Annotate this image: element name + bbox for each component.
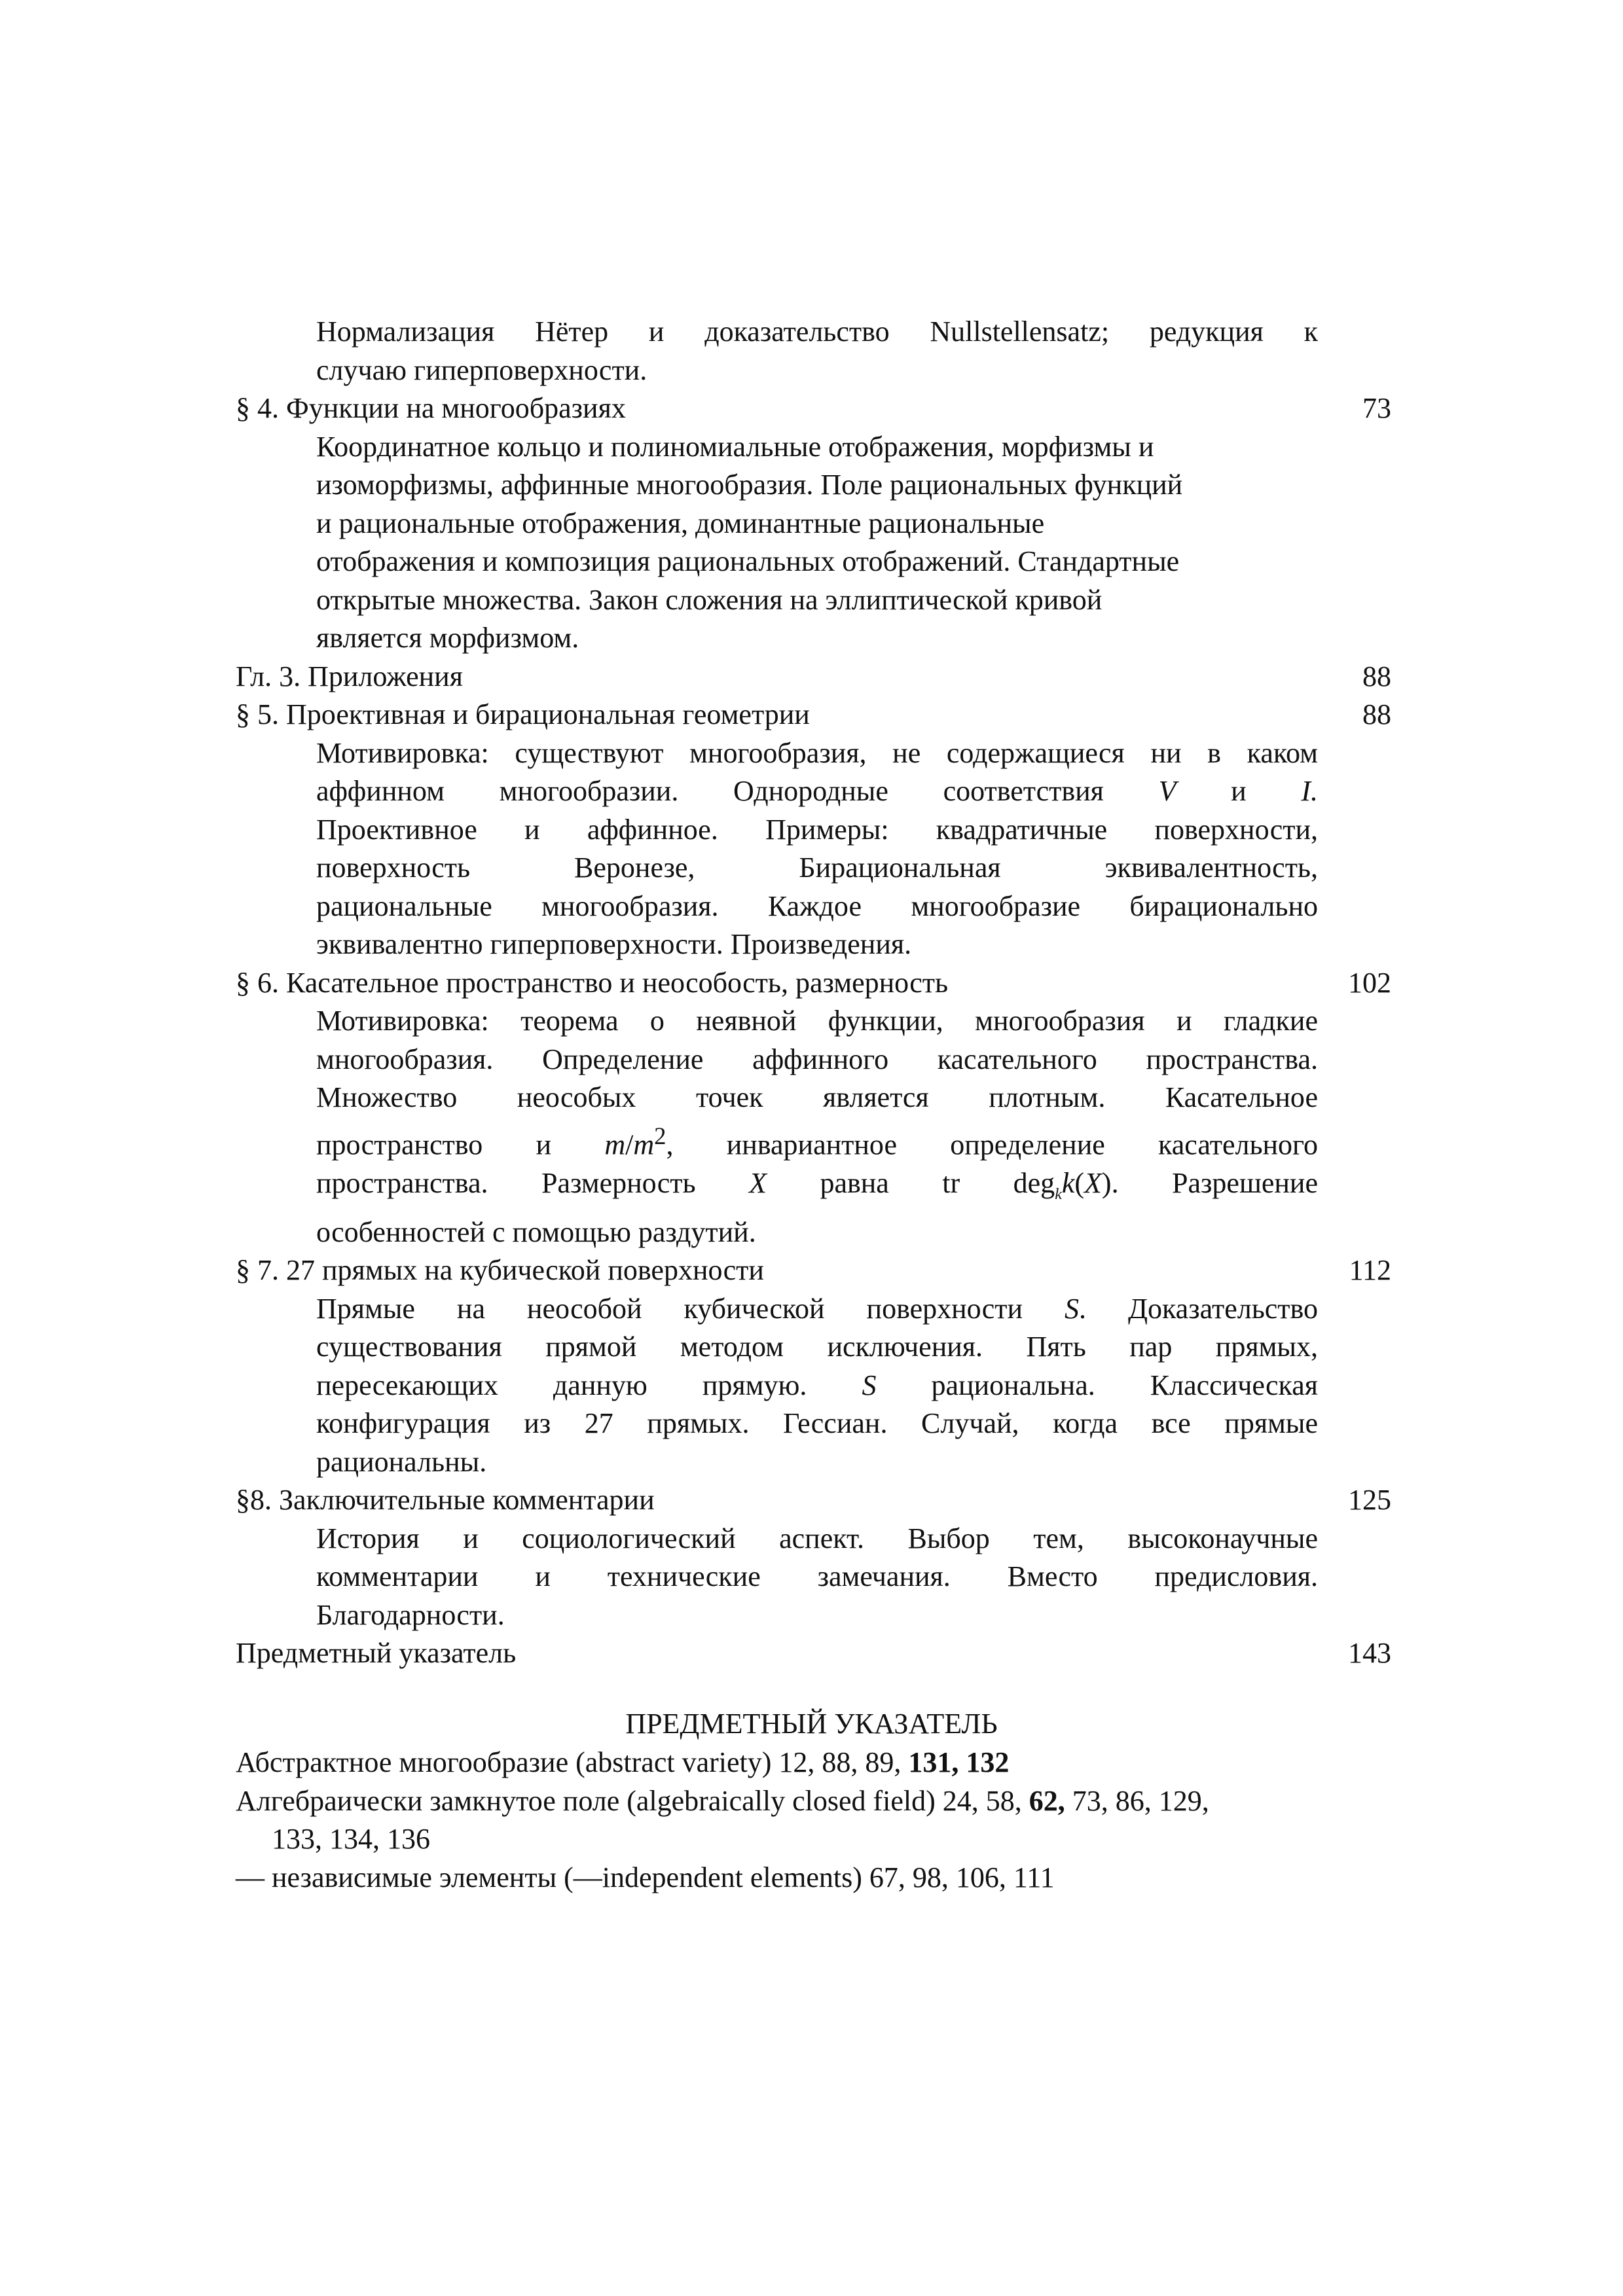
toc-entry-chapter-3[interactable] [236, 658, 1391, 696]
section-5-description [316, 734, 1318, 964]
desc-line: и рациональные отображения, доминантные рациональные [316, 507, 1045, 539]
math-var-i: I. [1301, 775, 1318, 807]
index-entry-text: 73, 86, 129, [1072, 1784, 1209, 1817]
toc-entry-section-7[interactable] [236, 1251, 1391, 1290]
desc-line: Мотивировка: существуют многообразия, не содержащиеся ни в каком [316, 736, 1318, 769]
toc-entry-title: Гл. 3. Приложения [236, 660, 463, 692]
index-entry [236, 1859, 1391, 1897]
desc-line: случаю гиперповерхности. [316, 353, 647, 386]
desc-line: Нормализация Нётер и доказательство Nullstellensatz; редукция к [316, 315, 1318, 348]
index-entry-text: Алгебраически замкнутое поле (algebraically closed field) 24, 58, [236, 1784, 1022, 1817]
toc-entry-page: 102 [1348, 966, 1391, 999]
desc-line: История и социологический аспект. Выбор тем, высоконаучные [316, 1522, 1318, 1554]
desc-text: аффинном многообразии. Однородные соответствия [316, 775, 1104, 807]
index-entry-bold-pages: 131, 132 [908, 1746, 1010, 1778]
desc-line: многообразия. Определение аффинного касательного пространства. [316, 1043, 1318, 1075]
desc-line [316, 1290, 1318, 1329]
toc-entry-page: 143 [1348, 1637, 1391, 1670]
table-of-contents [236, 313, 1391, 1673]
math-var-s: S [862, 1369, 877, 1401]
desc-line: существования прямой методом исключения. Пять пар прямых, [316, 1331, 1318, 1363]
toc-entry-page: 88 [1362, 660, 1391, 692]
math-slash: / [625, 1128, 634, 1161]
desc-line: отображения и композиция рациональных отображений. Стандартные [316, 545, 1180, 577]
index-entry-text: — независимые элементы (—independent elements) 67, 98, 106, 111 [236, 1861, 1055, 1893]
subject-index [236, 1744, 1391, 1897]
desc-text: равна tr deg [820, 1166, 1055, 1199]
toc-entry-page: 112 [1349, 1254, 1391, 1287]
section-8-description [316, 1520, 1318, 1635]
desc-line: Координатное кольцо и полиномиальные отображения, морфизмы и [316, 430, 1154, 463]
index-heading: ПРЕДМЕТНЫЙ УКАЗАТЕЛЬ [625, 1708, 998, 1740]
desc-line: является морфизмом. [316, 622, 579, 654]
index-entry [236, 1744, 1391, 1782]
desc-text: . Доказательство [1079, 1292, 1318, 1325]
desc-line: Благодарности. [316, 1598, 505, 1631]
section-4-description [316, 428, 1318, 658]
desc-text: Прямые на неособой кубической поверхности [316, 1292, 1023, 1325]
index-entry [236, 1782, 1391, 1859]
desc-line [316, 1367, 1318, 1405]
toc-entry-section-6[interactable] [236, 964, 1391, 1003]
desc-text: пространства. Размерность [316, 1166, 696, 1199]
desc-line: рациональны. [316, 1445, 487, 1478]
index-entry-text: Абстрактное многообразие (abstract variety) 12, 88, 89, [236, 1746, 902, 1778]
math-paren: ( [1074, 1166, 1085, 1199]
math-var-k: k [1061, 1166, 1075, 1199]
desc-text: , инвариантное определение касательного [666, 1128, 1319, 1161]
desc-line [316, 1164, 1318, 1213]
math-var-x: X [749, 1166, 767, 1199]
desc-line: Множество неособых точек является плотным. Касательное [316, 1081, 1318, 1113]
toc-entry-title: §8. Заключительные комментарии [236, 1484, 655, 1516]
section-7-description [316, 1290, 1318, 1482]
desc-line: изоморфизмы, аффинные многообразия. Поле рациональных функций [316, 469, 1183, 501]
desc-line: Проективное и аффинное. Примеры: квадратичные поверхности, [316, 813, 1318, 846]
toc-entry-title: § 7. 27 прямых на кубической поверхности [236, 1254, 764, 1287]
math-var-x: X [1084, 1166, 1102, 1199]
toc-entry-section-8[interactable] [236, 1481, 1391, 1520]
toc-entry-subject-index[interactable] [236, 1634, 1391, 1673]
toc-entry-section-4[interactable] [236, 389, 1391, 428]
toc-entry-title: § 5. Проективная и бирациональная геометрии [236, 698, 810, 730]
desc-line: особенностей с помощью раздутий. [316, 1215, 756, 1248]
math-var-m: m [604, 1128, 626, 1161]
toc-entry-page: 125 [1348, 1484, 1391, 1516]
desc-text: пересекающих данную прямую. [316, 1369, 807, 1401]
section-3-description-continued [316, 313, 1318, 389]
desc-line: конфигурация из 27 прямых. Гессиан. Случай, когда все прямые [316, 1407, 1318, 1440]
desc-line [316, 1117, 1318, 1164]
desc-text: и [1231, 775, 1247, 807]
toc-entry-page: 88 [1362, 698, 1391, 730]
toc-entry-title: § 4. Функции на многообразиях [236, 392, 626, 424]
desc-line [316, 772, 1318, 811]
toc-entry-title: Предметный указатель [236, 1637, 517, 1670]
math-var-v: V [1158, 775, 1176, 807]
desc-text: пространство и [316, 1128, 552, 1161]
math-var-m: m [633, 1128, 655, 1161]
math-var-s: S [1065, 1292, 1080, 1325]
toc-entry-page: 73 [1362, 392, 1391, 424]
math-superscript: 2 [654, 1122, 666, 1149]
desc-line: эквивалентно гиперповерхности. Произведения. [316, 928, 912, 960]
math-subscript: k [1055, 1185, 1062, 1203]
desc-text: ). Разрешение [1101, 1166, 1318, 1199]
section-6-description [316, 1002, 1318, 1251]
desc-line: открытые множества. Закон сложения на эллиптической кривой [316, 583, 1103, 616]
desc-line: Мотивировка: теорема о неявной функции, многообразия и гладкие [316, 1005, 1318, 1037]
desc-text: рациональна. Классическая [931, 1369, 1318, 1401]
index-entry-bold-pages: 62, [1029, 1784, 1065, 1817]
toc-entry-section-5[interactable] [236, 696, 1391, 734]
index-entry-text: 133, 134, 136 [272, 1823, 430, 1855]
toc-entry-title: § 6. Касательное пространство и неособость, размерность [236, 966, 949, 999]
desc-line: комментарии и технические замечания. Вместо предисловия. [316, 1560, 1318, 1593]
desc-line: поверхность Веронезе, Бирациональная эквивалентность, [316, 852, 1318, 884]
desc-line: рациональные многообразия. Каждое многообразие бирационально [316, 889, 1318, 922]
